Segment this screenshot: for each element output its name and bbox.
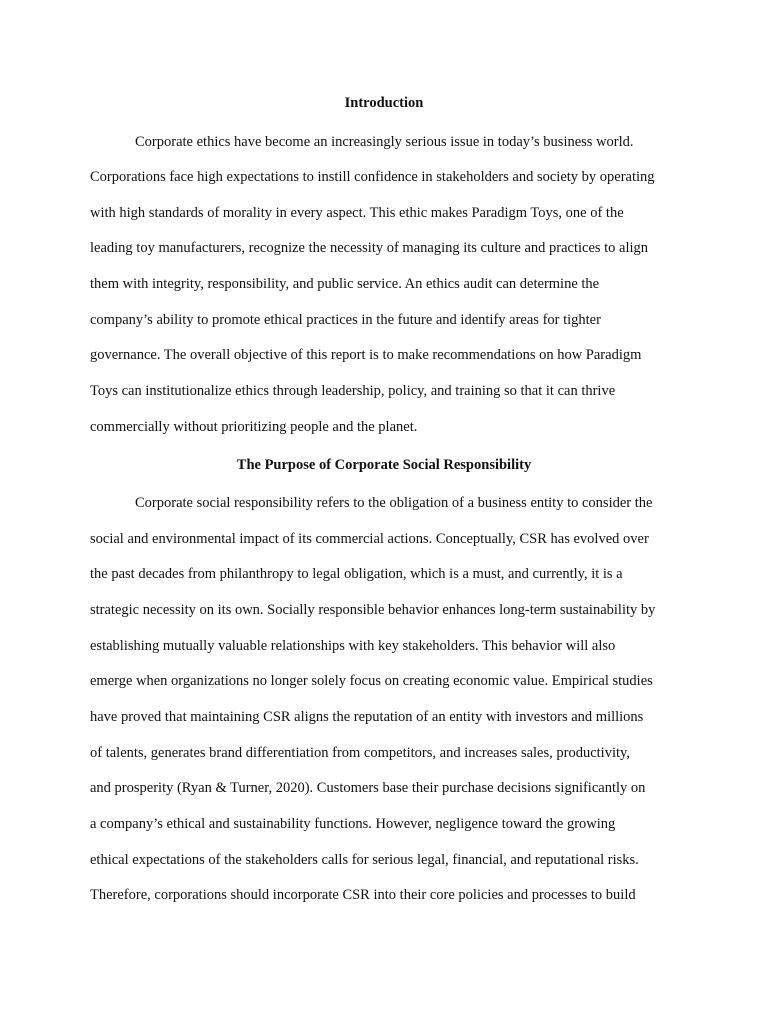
paragraph-line: the past decades from philanthropy to legal obligation, which is a must, and currently, it is a <box>90 566 623 582</box>
paragraph-line: establishing mutually valuable relationships with key stakeholders. This behavior will also <box>90 638 616 654</box>
paragraph-line: governance. The overall objective of this report is to make recommendations on how Paradigm <box>90 347 642 363</box>
paragraph-line: Corporations face high expectations to instill confidence in stakeholders and society by operating <box>90 169 655 185</box>
paragraph-line: have proved that maintaining CSR aligns the reputation of an entity with investors and millions <box>90 709 644 725</box>
section-heading-csr-purpose: The Purpose of Corporate Social Responsibility <box>236 457 532 473</box>
paragraph-line: company’s ability to promote ethical practices in the future and identify areas for tighter <box>90 312 601 328</box>
paragraph-line: commercially without prioritizing people and the planet. <box>90 419 418 435</box>
paragraph-line: Corporate ethics have become an increasingly serious issue in today’s business world. <box>135 134 634 150</box>
paragraph-line: Toys can institutionalize ethics through leadership, policy, and training so that it can thrive <box>90 383 616 399</box>
paragraph-line: leading toy manufacturers, recognize the necessity of managing its culture and practices to align <box>90 240 649 256</box>
section-heading-introduction: Introduction <box>344 95 424 111</box>
paragraph-line: with high standards of morality in every aspect. This ethic makes Paradigm Toys, one of the <box>90 205 624 221</box>
paragraph-line: social and environmental impact of its commercial actions. Conceptually, CSR has evolved over <box>90 531 649 547</box>
paragraph-line: emerge when organizations no longer solely focus on creating economic value. Empirical studies <box>90 673 653 689</box>
paragraph-line: them with integrity, responsibility, and public service. An ethics audit can determine the <box>90 276 600 292</box>
paragraph-line: Corporate social responsibility refers to the obligation of a business entity to consider the <box>135 495 653 511</box>
paragraph-line: of talents, generates brand differentiation from competitors, and increases sales, productivity, <box>90 745 630 761</box>
paragraph-line: Therefore, corporations should incorporate CSR into their core policies and processes to build <box>90 887 636 903</box>
paragraph-line: and prosperity (Ryan & Turner, 2020). Customers base their purchase decisions significantly on <box>90 780 646 796</box>
paragraph-line: ethical expectations of the stakeholders calls for serious legal, financial, and reputational risks. <box>90 852 639 868</box>
paragraph-line: strategic necessity on its own. Socially responsible behavior enhances long-term sustainability by <box>90 602 656 618</box>
paragraph-line: a company’s ethical and sustainability functions. However, negligence toward the growing <box>90 816 616 832</box>
